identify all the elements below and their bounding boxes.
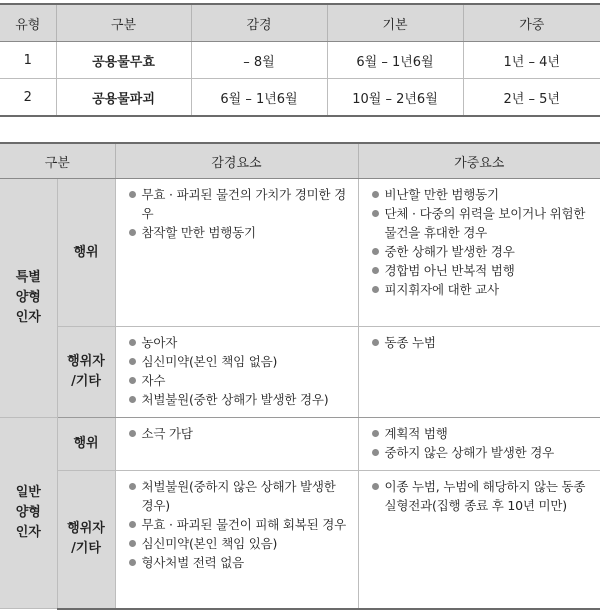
aggravating-list <box>359 179 600 303</box>
mitigated-range: 6월 – 1년6월 <box>191 79 327 117</box>
table-row <box>0 418 600 471</box>
header-aggravated: 가중 <box>463 4 600 42</box>
list-item: 처벌불원(중하지 않은 상해가 발생한 경우) <box>128 477 348 515</box>
mitigating-cell <box>115 471 358 609</box>
row-label: 행위자 /기타 <box>67 354 105 389</box>
aggravating-cell <box>358 471 600 609</box>
act-label <box>57 179 115 327</box>
list-item: 처벌불원(중한 상해가 발생한 경우) <box>128 390 348 409</box>
basic-range: 10월 – 2년6월 <box>327 79 463 117</box>
list-item: 중하지 않은 상해가 발생한 경우 <box>371 443 591 462</box>
actor-label <box>57 327 115 418</box>
mitigating-list <box>116 179 358 246</box>
list-item: 무효 · 파괴된 물건의 가치가 경미한 경우 <box>128 185 348 223</box>
type-number: 1 <box>0 42 56 79</box>
aggravating-cell <box>358 327 600 418</box>
group-label: 특별 양형 인자 <box>15 270 41 325</box>
table-row <box>0 471 600 609</box>
list-item: 농아자 <box>128 333 348 352</box>
aggravating-list <box>359 418 600 466</box>
sentencing-range-table <box>0 3 600 117</box>
list-item: 무효 · 파괴된 물건이 피해 회복된 경우 <box>128 515 348 534</box>
header-aggravating-factors: 가중요소 <box>358 143 600 179</box>
category-name: 공용물무효 <box>56 42 191 79</box>
aggravated-range: 1년 – 4년 <box>463 42 600 79</box>
list-item: 경합범 아닌 반복적 범행 <box>371 261 591 280</box>
mitigating-list <box>116 471 358 576</box>
header-mitigated: 감경 <box>191 4 327 42</box>
aggravating-list <box>359 327 600 356</box>
list-item: 단체 · 다중의 위력을 보이거나 위험한 물건을 휴대한 경우 <box>371 204 591 242</box>
list-item: 이종 누범, 누범에 해당하지 않는 동종 실형전과(집행 종료 후 10년 미만) <box>371 477 591 515</box>
list-item: 참작할 만한 범행동기 <box>128 223 348 242</box>
list-item: 심신미약(본인 책임 있음) <box>128 534 348 553</box>
aggravating-cell <box>358 418 600 471</box>
general-factors-label <box>0 418 57 609</box>
list-item: 심신미약(본인 책임 없음) <box>128 352 348 371</box>
act-label <box>57 418 115 471</box>
row-label: 행위 <box>73 436 99 451</box>
mitigating-cell <box>115 418 358 471</box>
aggravating-cell <box>358 179 600 327</box>
range-table-header-row <box>0 4 600 42</box>
row-label: 행위 <box>73 244 99 260</box>
sentencing-factors-table <box>0 142 600 610</box>
table-row <box>0 42 600 79</box>
special-factors-label <box>0 179 57 418</box>
list-item: 계획적 범행 <box>371 424 591 443</box>
mitigating-cell <box>115 179 358 327</box>
header-category: 구분 <box>56 4 191 42</box>
mitigated-range: – 8월 <box>191 42 327 79</box>
header-category: 구분 <box>0 143 115 179</box>
list-item: 동종 누범 <box>371 333 591 352</box>
mitigating-list <box>116 418 358 447</box>
header-basic: 기본 <box>327 4 463 42</box>
header-mitigating-factors: 감경요소 <box>115 143 358 179</box>
type-number: 2 <box>0 79 56 117</box>
category-name: 공용물파괴 <box>56 79 191 117</box>
mitigating-list <box>116 327 358 413</box>
row-label: 행위자 /기타 <box>67 521 105 557</box>
list-item: 형사처벌 전력 없음 <box>128 553 348 572</box>
list-item: 소극 가담 <box>128 424 348 443</box>
table-row <box>0 79 600 117</box>
list-item: 자수 <box>128 371 348 390</box>
basic-range: 6월 – 1년6월 <box>327 42 463 79</box>
factors-table-header-row <box>0 143 600 179</box>
mitigating-cell <box>115 327 358 418</box>
table-row <box>0 179 600 327</box>
actor-label <box>57 471 115 609</box>
group-label: 일반 양형 인자 <box>15 485 41 540</box>
list-item: 중한 상해가 발생한 경우 <box>371 242 591 261</box>
table-row <box>0 327 600 418</box>
list-item: 비난할 만한 범행동기 <box>371 185 591 204</box>
aggravated-range: 2년 – 5년 <box>463 79 600 117</box>
aggravating-list <box>359 471 600 519</box>
list-item: 피지휘자에 대한 교사 <box>371 280 591 299</box>
header-type: 유형 <box>0 4 56 42</box>
